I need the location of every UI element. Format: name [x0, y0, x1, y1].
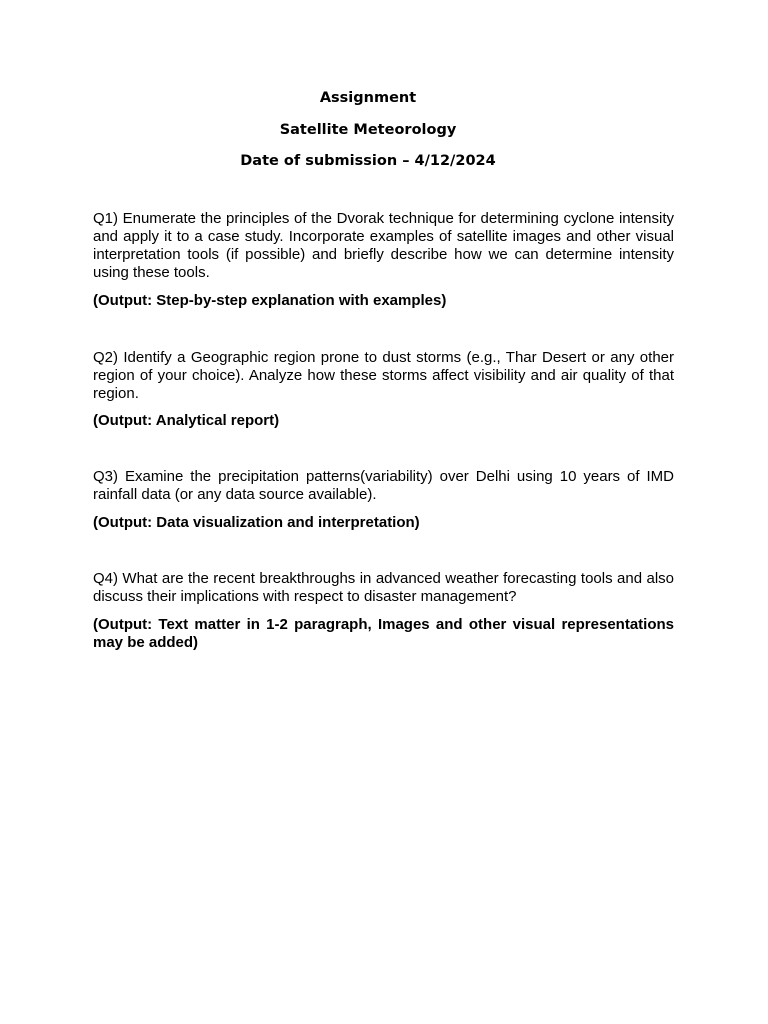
document-title: Assignment: [319, 90, 417, 106]
question-3-output: (Output: Data visualization and interpretation): [93, 514, 420, 531]
question-2-output: (Output: Analytical report): [93, 412, 280, 429]
question-1-output: (Output: Step-by-step explanation with examples): [93, 292, 447, 309]
submission-date: Date of submission – 4/12/2024: [240, 153, 496, 169]
question-1: Q1) Enumerate the principles of the Dvorak technique for determining cyclone intensity and apply it to a case study. Incorporate examples of satellite images and other visual interpretation tools (if possible) and briefly describe how we can determine intensity using these tools.: [93, 210, 674, 281]
question-3: Q3) Examine the precipitation patterns(variability) over Delhi using 10 years of IMD rainfall data (or any data source available).: [93, 468, 674, 503]
question-4: Q4) What are the recent breakthroughs in advanced weather forecasting tools and also discuss their implications with respect to disaster management?: [93, 570, 674, 605]
question-2: Q2) Identify a Geographic region prone to dust storms (e.g., Thar Desert or any other region of your choice). Analyze how these storms affect visibility and air quality of that region.: [93, 349, 674, 402]
document-subject: Satellite Meteorology: [279, 122, 457, 138]
question-4-output: (Output: Text matter in 1-2 paragraph, Images and other visual representations may be added): [93, 616, 674, 651]
